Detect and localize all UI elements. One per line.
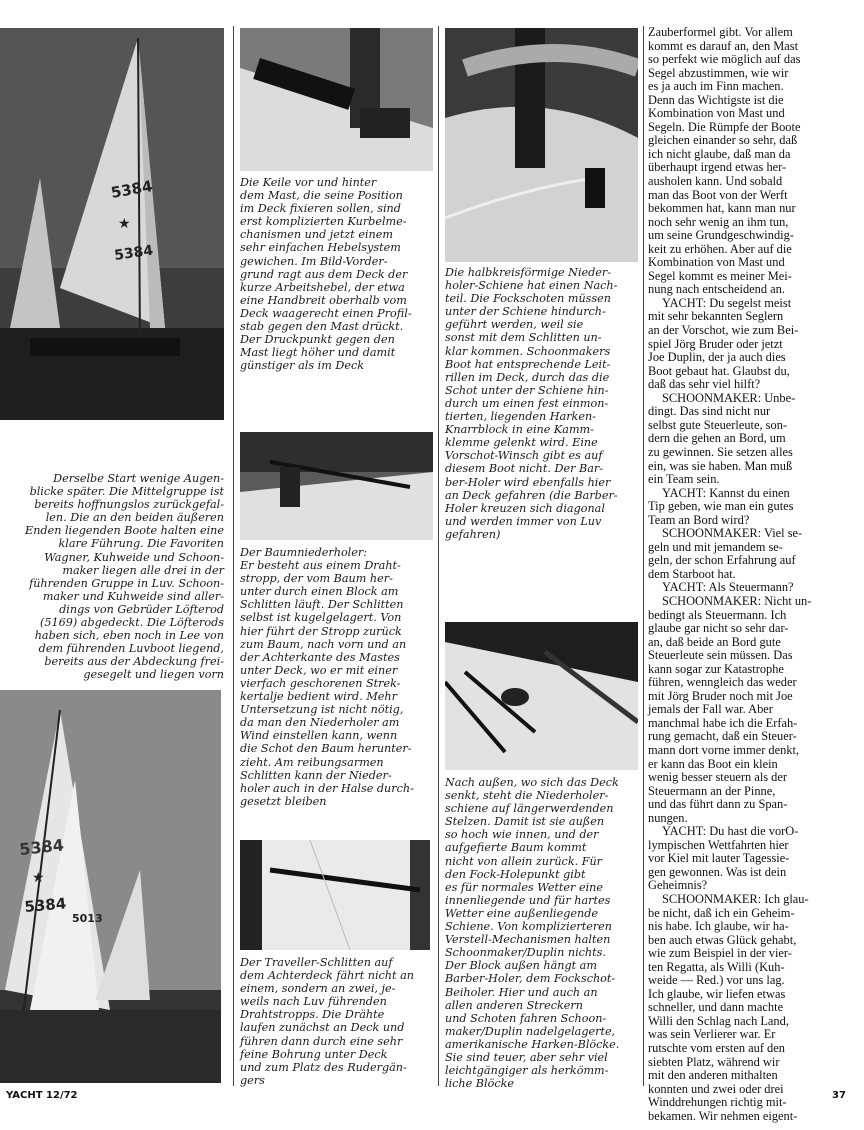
footer-publication: YACHT 12/72 (6, 1090, 78, 1101)
caption-nach-aussen: Nach außen, wo sich das Deck senkt, steht die Niederholer- schiene auf längerwerdenden Stelzen. Damit ist sie außen so hoch wie innen, und der aufgefierte Baum kommt nicht von allein zurück. Für den Fock-Holepunkt gibt es für normales Wetter eine innenliegende und für hartes Wetter eine außenliegende Schiene. Von komplizierteren Verstell-Mechanismen halten Schoonmaker/Duplin nichts. Der Block außen hängt am Barber-Holer, dem Fockschot- Beiholer. Hier und auch an allen anderen Streckern und Schoten fahren Schoon- maker/Duplin nadelgelagerte, amerikanische Harken-Blöcke. Sie sind teuer, aber sehr viel leichtgängiger als herkömm- liche Blöcke (445, 776, 620, 1091)
star-emblem-icon: ★ (32, 870, 45, 886)
column-rule (233, 26, 234, 1086)
caption-niederholer-schiene: Die halbkreisförmige Nieder- holer-Schiene hat einen Nach- teil. Die Fockschoten müssen unter der Schiene hindurch- geführt werden, weil sie sonst mit dem Schlitten un- klar kommen. Schoonmakers Boot hat entsprechende Leit- rillen im Deck, durch das die Schot unter der Schiene hin- durch um einen fest einmon- tierten, liegenden Harken- Knarrblock in eine Kamm- klemme gelenkt wird. Eine Vorschot-Winsch gibt es auf diesem Boot nicht. Der Bar- ber-Holer wird ebenfalls hier an Deck gefahren (die Barber- Holer kreuzen sich diagonal und werden immer von Luv gefahren) (445, 266, 618, 541)
photo-deck-track (445, 622, 638, 770)
caption-baumniederholer: Der Baumniederholer: Er besteht aus einem Draht- stropp, der vom Baum her- unter durch einen Block am Schlitten läuft. Der Schlitten selbst ist kugelgelagert. Von hier führt der Stropp zurück zum Baum, nach vorn und an der Achterkante des Mastes unter Deck, wo er mit einer vierfach geschorenen Strek- kertalje bedient wird. Mehr Untersetzung ist nicht nötig, da man den Niederholer am Wind einstellen kann, wenn die Schot den Baum herunter- zieht. Am reibungsarmen Schlitten kann der Nieder- holer auch in der Halse durch- gesetzt bleiben (240, 546, 414, 808)
photo-regatta-start (0, 28, 224, 420)
body-paragraph: YACHT: Als Steuermann? (662, 580, 794, 595)
sail-number: 5384 (113, 242, 155, 264)
body-paragraph: SCHOONMAKER: Nicht un- bedingt als Steuermann. Ich glaube gar nicht so sehr dar- an, daß beide an Bord gute Steuerleute sein müssen. Das kann sogar zur Katastrophe führen, wenngleich das weder mit Jörg Bruder noch mit Joe jemals der Fall war. Aber manchmal habe ich die Erfah- rung gemacht, daß ein Steuer- mann dort vorne immer denkt, er kann das Boot ein klein wenig besser steuern als der Steuermann an der Pinne, und das führt dann zu Span- nungen. (648, 593, 812, 825)
column-rule (438, 26, 439, 1086)
sail-number: 5384 (23, 894, 67, 916)
body-paragraph: SCHOONMAKER: Unbe- dingt. Das sind nicht nur selbst gute Steuerleute, son- dern die gehen an Bord, um zu gewinnen. Sie setzen alles ein, was sie haben. Man muß ein Team sein. (648, 390, 796, 487)
photo-vang-track (445, 28, 638, 262)
body-paragraph: YACHT: Du segelst meist mit sehr bekannten Seglern an der Vorschot, wie zum Bei- spiel Jörg Bruder oder jetzt Joe Duplin, der ja auch dies Boot gebaut hat. Glaubst du, daß das sehr viel hilft? (648, 295, 799, 392)
sail-number: 5384 (109, 176, 154, 202)
body-paragraph: SCHOONMAKER: Viel se- geln und mit jemandem se- geln, der schon Erfahrung auf dem Starboot hat. (648, 526, 803, 581)
column-rule (643, 26, 644, 1086)
body-paragraph: YACHT: Du hast die vorO- lympischen Wettfahrten hier vor Kiel mit lauter Tagessie- gen gewonnen. Was ist dein Geheimnis? (648, 824, 799, 893)
sail-number: 5384 (18, 835, 65, 859)
body-paragraph: SCHOONMAKER: Ich glau- be nicht, daß ich ein Geheim- nis habe. Ich glaube, wir ha- ben auch etwas Glück gehabt, wie zum Beispiel in der vier- ten Regatta, als Willi (Kuh- weide — Red.) vor uns lag. Ich glaube, wir liefen etwas schneller, und dann machte Willi den Schlag nach Land, was sein Verlierer war. Er rutschte vom ersten auf den siebten Platz, während wir mit den anderen mithalten konnten und zwei oder drei Winddrehungen richtig mit- bekamen. Wir nehmen eigent- (648, 892, 809, 1123)
photo-mast-wedge (240, 28, 433, 171)
caption-start: Derselbe Start wenige Augen- blicke später. Die Mittelgruppe ist bereits hoffnungslos zurückgefal- len. Die an den beiden äußeren Enden liegenden Boote halten eine klare Führung. Die Favoriten Wagner, Kuhweide und Schoon- maker liegen alle drei in der führenden Gruppe in Luv. Schoon- maker und Kuhweide sind aller- dings von Gebrüder Löfterod (5169) abgedeckt. Die Löfterods haben sich, eben noch in Lee von dem führenden Luvboot liegend, bereits aus der Abdeckung frei- gesegelt und liegen vorn (25, 472, 224, 682)
photo-traveller (240, 840, 430, 950)
body-paragraph: YACHT: Kannst du einen Tip geben, wie man ein gutes Team an Bord wird? (648, 485, 794, 527)
article-body (648, 26, 848, 1123)
star-emblem-icon: ★ (118, 216, 131, 232)
photo-boom-vang (240, 432, 433, 540)
caption-keile: Die Keile vor und hinter dem Mast, die seine Position im Deck fixieren sollen, sind erst komplizierten Kurbelme- chanismen und jetzt einem sehr einfachen Hebelsystem gewichen. Im Bild-Vorder- grund ragt aus dem Deck der kurze Arbeitshebel, der etwa eine Handbreit oberhalb vom Deck waagerecht einen Profil- stab gegen den Mast drückt. Der Druckpunkt gegen den Mast liegt höher und damit günstiger als im Deck (240, 176, 412, 373)
page-number: 37 (832, 1090, 846, 1101)
photo-regatta-start-lower (0, 690, 221, 1083)
body-paragraph: Zauberformel gibt. Vor allem kommt es darauf an, den Mast so perfekt wie möglich auf das Segel abzustimmen, wie wir es ja auch im Finn machen. Denn das Wichtigste ist die Kombination von Mast und Segeln. Die Rümpfe der Boote gleichen einander so sehr, daß ich nicht glaube, daß man da überhaupt irgend etwas her- ausholen kann. Und sobald man das Boot von der Werft bekommen hat, kann man nur noch sehr wenig an ihm tun, um seine Grundgeschwindig- keit zu erhöhen. Aber auf die Kombination von Mast und Segel kommt es meiner Mei- nung nach entscheidend an. (648, 25, 801, 297)
caption-traveller: Der Traveller-Schlitten auf dem Achterdeck fährt nicht an einem, sondern an zwei, je- weils nach Luv führenden Drahtstropps. Die Drähte laufen zunächst an Deck und führen dann durch eine sehr feine Bohrung unter Deck und zum Platz des Rudergän- gers (240, 956, 414, 1087)
sail-number: 5013 (72, 912, 103, 925)
